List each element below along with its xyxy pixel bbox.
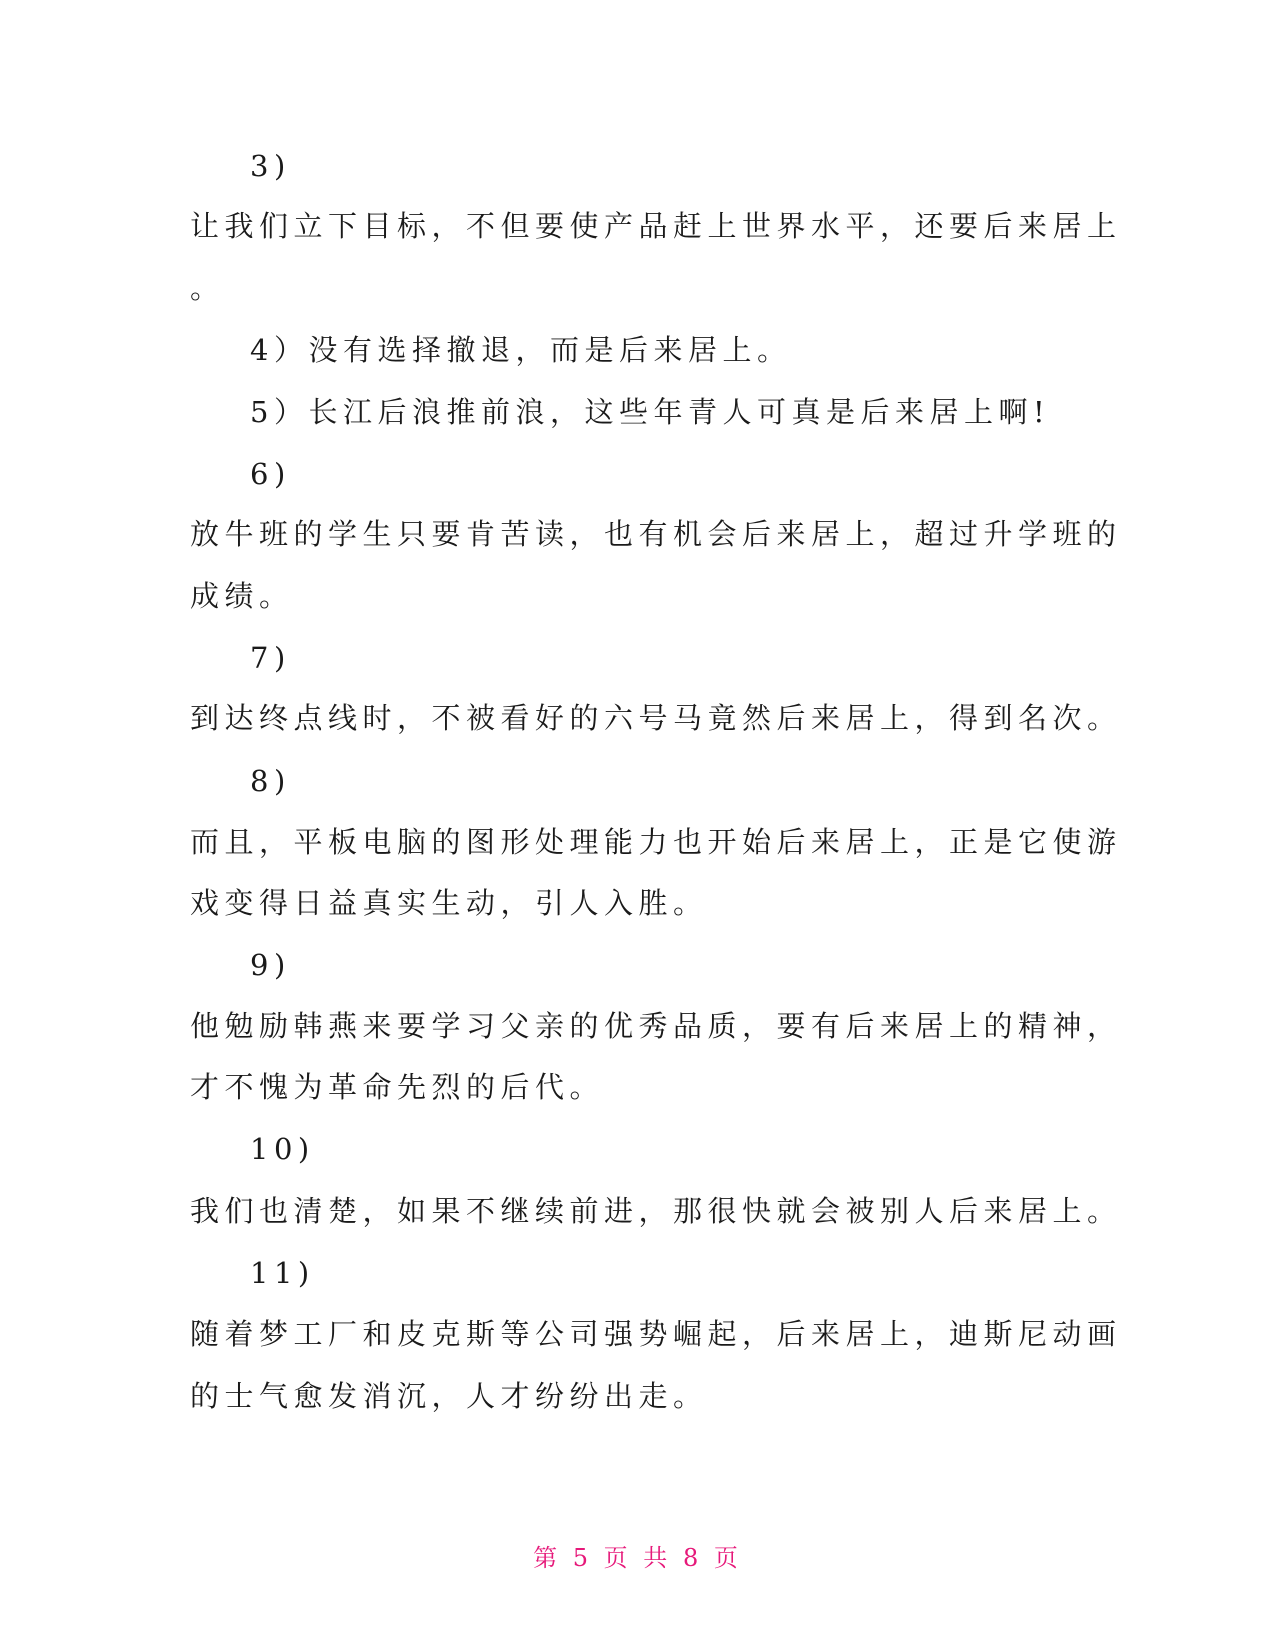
item-text-9-continued: 才不愧为革命先烈的后代。: [190, 1070, 605, 1104]
item-text-11: 随着梦工厂和皮克斯等公司强势崛起，后来居上，迪斯尼动画: [190, 1317, 1122, 1351]
item-number-9: 9): [250, 948, 291, 982]
item-number-11: 11): [250, 1256, 315, 1290]
item-text-7: 到达终点线时，不被看好的六号马竟然后来居上，得到名次。: [190, 701, 1122, 735]
item-5: 5）长江后浪推前浪，这些年青人可真是后来居上啊!: [250, 395, 1051, 429]
item-text-11-continued: 的士气愈发消沉，人才纷纷出走。: [190, 1379, 708, 1413]
item-text-10: 我们也清楚，如果不继续前进，那很快就会被别人后来居上。: [190, 1194, 1122, 1228]
item-number-10: 10): [250, 1132, 315, 1166]
item-number-7: 7): [250, 641, 291, 675]
item-4: 4）没有选择撤退，而是后来居上。: [250, 333, 792, 367]
item-text-9: 他勉励韩燕来要学习父亲的优秀品质，要有后来居上的精神，: [190, 1009, 1122, 1043]
item-text-8: 而且，平板电脑的图形处理能力也开始后来居上，正是它使游: [190, 825, 1122, 859]
item-number-6: 6): [250, 457, 291, 491]
item-text-8-continued: 戏变得日益真实生动，引人入胜。: [190, 886, 708, 920]
page-footer: 第 5 页 共 8 页: [533, 1544, 742, 1572]
item-number-3: 3): [250, 149, 291, 183]
item-text-6: 放牛班的学生只要肯苦读，也有机会后来居上，超过升学班的: [190, 517, 1122, 551]
item-text-6-continued: 成绩。: [190, 579, 294, 613]
item-text-3: 让我们立下目标，不但要使产品赶上世界水平，还要后来居上: [190, 209, 1122, 243]
item-number-8: 8): [250, 764, 291, 798]
item-text-3-continued: 。: [190, 271, 225, 305]
